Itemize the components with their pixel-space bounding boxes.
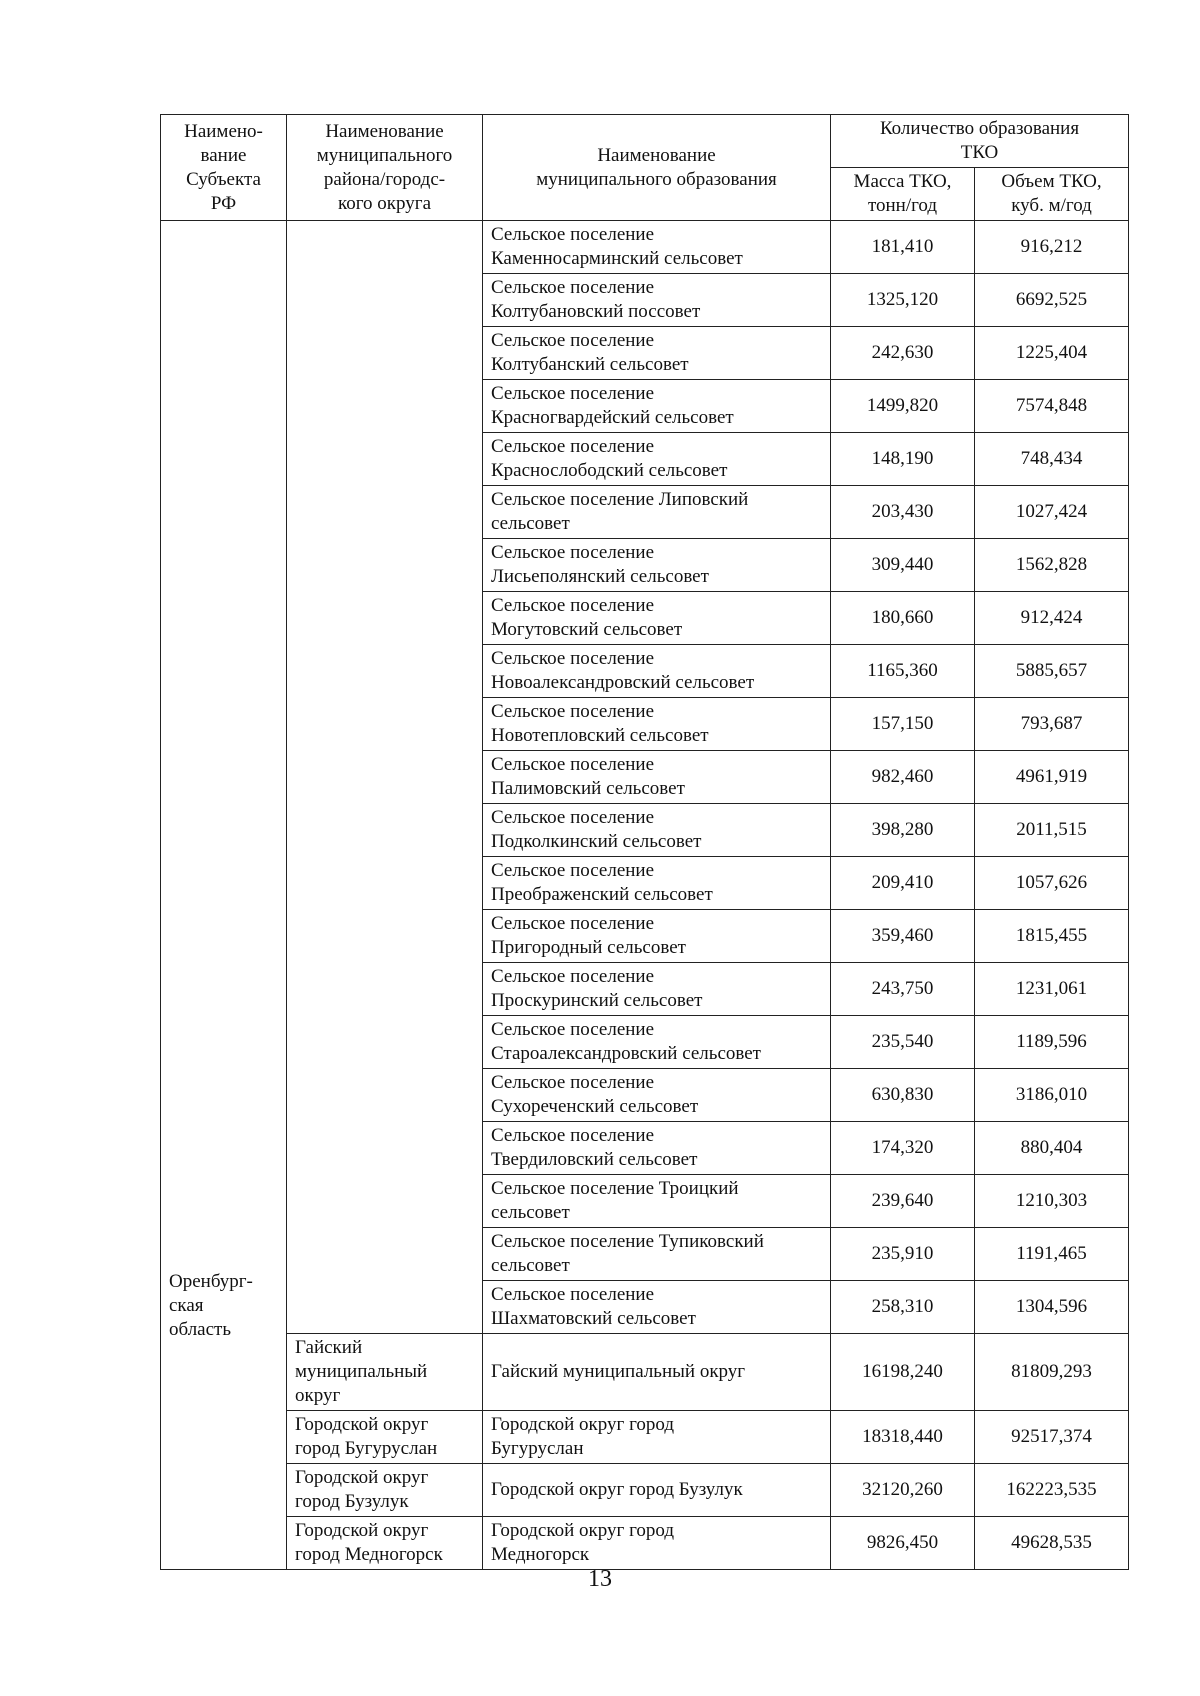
- municipality-name: Сельское поселение Колтубанский сельсовет: [483, 327, 831, 380]
- mass-value: 18318,440: [831, 1411, 975, 1464]
- volume-value: 3186,010: [975, 1069, 1129, 1122]
- mass-value: 203,430: [831, 486, 975, 539]
- header-municipality: Наименование муниципального образования: [483, 115, 831, 221]
- district-cell-empty: [287, 221, 483, 1334]
- mass-value: 235,540: [831, 1016, 975, 1069]
- mass-value: 243,750: [831, 963, 975, 1016]
- header-quantity: Количество образования ТКО: [831, 115, 1129, 168]
- mass-value: 359,460: [831, 910, 975, 963]
- district-name: Городской округ город Бузулук: [287, 1464, 483, 1517]
- municipality-name: Городской округ город Бугуруслан: [483, 1411, 831, 1464]
- municipality-name: Сельское поселение Твердиловский сельсовет: [483, 1122, 831, 1175]
- mass-value: 1165,360: [831, 645, 975, 698]
- volume-value: 5885,657: [975, 645, 1129, 698]
- mass-value: 1325,120: [831, 274, 975, 327]
- district-name: Городской округ город Медногорск: [287, 1517, 483, 1570]
- volume-value: 1189,596: [975, 1016, 1129, 1069]
- volume-value: 880,404: [975, 1122, 1129, 1175]
- mass-value: 242,630: [831, 327, 975, 380]
- municipality-name: Гайский муниципальный округ: [483, 1334, 831, 1411]
- municipality-name: Сельское поселение Новоалександровский сельсовет: [483, 645, 831, 698]
- volume-value: 1057,626: [975, 857, 1129, 910]
- header-subject: Наимено- вание Субъекта РФ: [161, 115, 287, 221]
- header-district: Наименование муниципального района/городс- кого округа: [287, 115, 483, 221]
- volume-value: 1304,596: [975, 1281, 1129, 1334]
- municipality-name: Сельское поселение Краснослободский сельсовет: [483, 433, 831, 486]
- municipality-name: Сельское поселение Шахматовский сельсовет: [483, 1281, 831, 1334]
- municipality-name: Сельское поселение Могутовский сельсовет: [483, 592, 831, 645]
- municipality-name: Сельское поселение Лисьеполянский сельсовет: [483, 539, 831, 592]
- table-row: [161, 221, 1129, 274]
- header-volume: Объем ТКО, куб. м/год: [975, 168, 1129, 221]
- mass-value: 9826,450: [831, 1517, 975, 1570]
- volume-value: 1562,828: [975, 539, 1129, 592]
- municipality-name: Сельское поселение Палимовский сельсовет: [483, 751, 831, 804]
- mass-value: 982,460: [831, 751, 975, 804]
- mass-value: 239,640: [831, 1175, 975, 1228]
- municipality-name: Сельское поселение Пригородный сельсовет: [483, 910, 831, 963]
- page-number: 13: [588, 1566, 612, 1592]
- municipality-name: Сельское поселение Сухореченский сельсовет: [483, 1069, 831, 1122]
- volume-value: 793,687: [975, 698, 1129, 751]
- municipality-name: Сельское поселение Проскуринский сельсовет: [483, 963, 831, 1016]
- subject-name: Оренбург- ская область: [169, 1271, 253, 1340]
- volume-value: 1815,455: [975, 910, 1129, 963]
- district-name: Гайский муниципальный округ: [287, 1334, 483, 1411]
- table-row: [161, 1334, 1129, 1411]
- mass-value: 16198,240: [831, 1334, 975, 1411]
- municipality-name: Сельское поселение Каменносарминский сельсовет: [483, 221, 831, 274]
- mass-value: 148,190: [831, 433, 975, 486]
- volume-value: 1231,061: [975, 963, 1129, 1016]
- volume-value: 1027,424: [975, 486, 1129, 539]
- mass-value: 181,410: [831, 221, 975, 274]
- table-row: [161, 1517, 1129, 1570]
- municipality-name: Сельское поселение Новотепловский сельсовет: [483, 698, 831, 751]
- volume-value: 81809,293: [975, 1334, 1129, 1411]
- waste-table: [160, 114, 1129, 1570]
- volume-value: 1225,404: [975, 327, 1129, 380]
- mass-value: 258,310: [831, 1281, 975, 1334]
- volume-value: 6692,525: [975, 274, 1129, 327]
- table-row: [161, 1464, 1129, 1517]
- volume-value: 916,212: [975, 221, 1129, 274]
- mass-value: 630,830: [831, 1069, 975, 1122]
- municipality-name: Сельское поселение Липовский сельсовет: [483, 486, 831, 539]
- volume-value: 1210,303: [975, 1175, 1129, 1228]
- volume-value: 748,434: [975, 433, 1129, 486]
- volume-value: 49628,535: [975, 1517, 1129, 1570]
- mass-value: 209,410: [831, 857, 975, 910]
- municipality-name: Сельское поселение Преображенский сельсовет: [483, 857, 831, 910]
- header-mass: Масса ТКО, тонн/год: [831, 168, 975, 221]
- volume-value: 1191,465: [975, 1228, 1129, 1281]
- mass-value: 180,660: [831, 592, 975, 645]
- municipality-name: Сельское поселение Троицкий сельсовет: [483, 1175, 831, 1228]
- mass-value: 174,320: [831, 1122, 975, 1175]
- municipality-name: Городской округ город Медногорск: [483, 1517, 831, 1570]
- municipality-name: Сельское поселение Подколкинский сельсовет: [483, 804, 831, 857]
- mass-value: 235,910: [831, 1228, 975, 1281]
- mass-value: 309,440: [831, 539, 975, 592]
- volume-value: 7574,848: [975, 380, 1129, 433]
- subject-cell: [161, 221, 287, 1570]
- municipality-name: Сельское поселение Колтубановский поссовет: [483, 274, 831, 327]
- table-row: [161, 1411, 1129, 1464]
- volume-value: 92517,374: [975, 1411, 1129, 1464]
- mass-value: 157,150: [831, 698, 975, 751]
- table-body: [161, 221, 1129, 1570]
- mass-value: 1499,820: [831, 380, 975, 433]
- municipality-name: Сельское поселение Красногвардейский сельсовет: [483, 380, 831, 433]
- municipality-name: Сельское поселение Тупиковский сельсовет: [483, 1228, 831, 1281]
- volume-value: 162223,535: [975, 1464, 1129, 1517]
- district-name: Городской округ город Бугуруслан: [287, 1411, 483, 1464]
- municipality-name: Городской округ город Бузулук: [483, 1464, 831, 1517]
- volume-value: 4961,919: [975, 751, 1129, 804]
- volume-value: 912,424: [975, 592, 1129, 645]
- mass-value: 398,280: [831, 804, 975, 857]
- mass-value: 32120,260: [831, 1464, 975, 1517]
- municipality-name: Сельское поселение Староалександровский сельсовет: [483, 1016, 831, 1069]
- volume-value: 2011,515: [975, 804, 1129, 857]
